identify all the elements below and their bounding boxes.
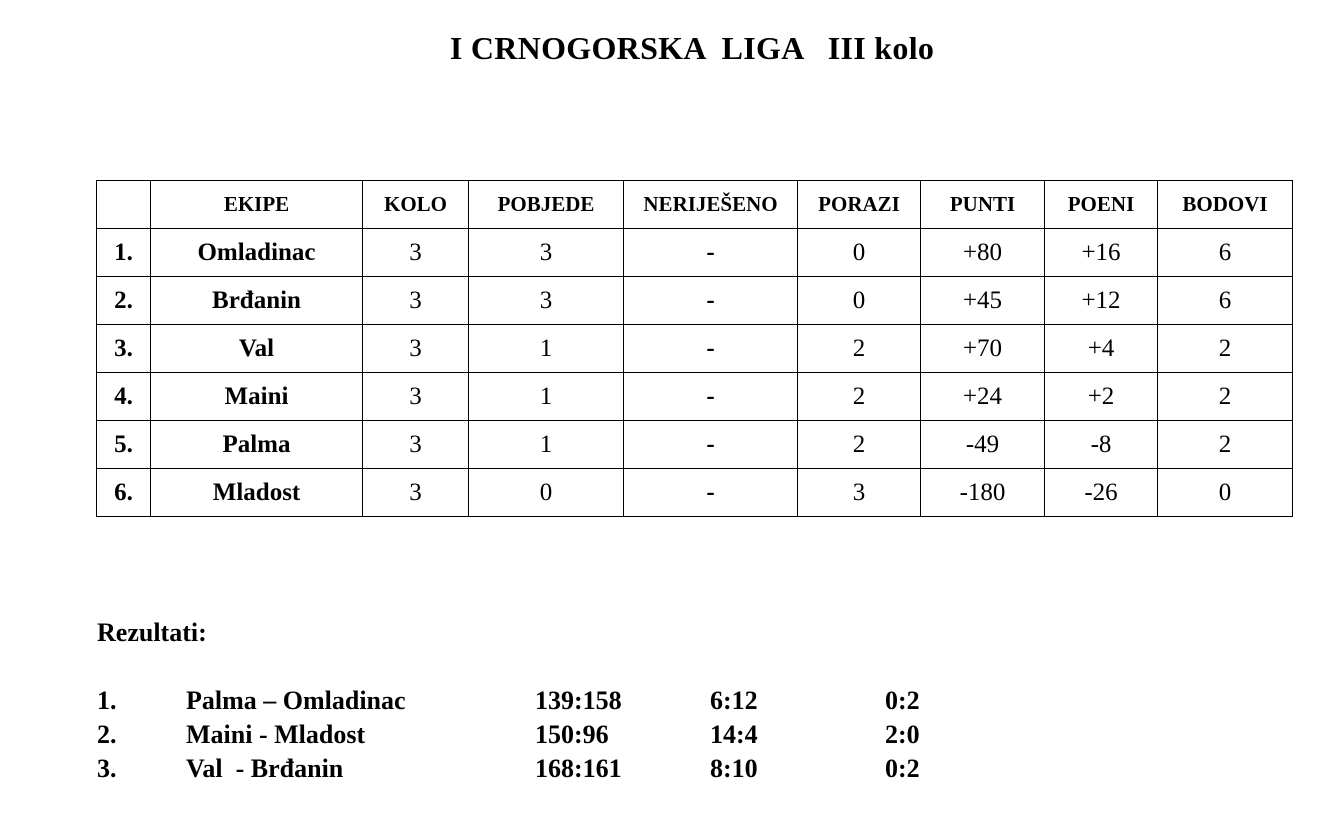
result-poeni: 8:10: [710, 754, 758, 783]
result-poeni: 6:12: [710, 686, 758, 715]
result-points: 168:161: [535, 754, 622, 783]
cell-punti: +80: [921, 229, 1045, 277]
cell-porazi: 2: [798, 421, 921, 469]
cell-porazi: 2: [798, 325, 921, 373]
result-bodovi: 2:0: [885, 720, 920, 749]
header-rank: [97, 181, 151, 229]
cell-team: Brđanin: [151, 277, 363, 325]
cell-pobjede: 1: [469, 325, 624, 373]
cell-punti: +24: [921, 373, 1045, 421]
cell-kolo: 3: [363, 373, 469, 421]
table-row: [97, 469, 1293, 517]
cell-porazi: 3: [798, 469, 921, 517]
cell-pobjede: 0: [469, 469, 624, 517]
cell-rank: 2.: [97, 277, 151, 325]
cell-kolo: 3: [363, 325, 469, 373]
cell-poeni: -8: [1045, 421, 1158, 469]
cell-poeni: +4: [1045, 325, 1158, 373]
result-match: Maini - Mladost: [186, 720, 366, 749]
table-row: [97, 421, 1293, 469]
cell-team: Mladost: [151, 469, 363, 517]
cell-bodovi: 6: [1158, 229, 1293, 277]
cell-pobjede: 3: [469, 229, 624, 277]
cell-team: Palma: [151, 421, 363, 469]
cell-nerijeseno: -: [624, 373, 798, 421]
cell-poeni: +2: [1045, 373, 1158, 421]
result-match: Palma – Omladinac: [186, 686, 406, 715]
cell-nerijeseno: -: [624, 469, 798, 517]
result-match: Val - Brđanin: [186, 754, 344, 783]
cell-pobjede: 1: [469, 421, 624, 469]
cell-bodovi: 2: [1158, 421, 1293, 469]
cell-porazi: 2: [798, 373, 921, 421]
cell-porazi: 0: [798, 229, 921, 277]
cell-pobjede: 1: [469, 373, 624, 421]
result-bodovi: 0:2: [885, 754, 920, 783]
cell-team: Omladinac: [151, 229, 363, 277]
cell-kolo: 3: [363, 277, 469, 325]
cell-bodovi: 6: [1158, 277, 1293, 325]
standings-table: [96, 180, 1293, 517]
header-bodovi: BODOVI: [1158, 181, 1293, 229]
table-row: [97, 325, 1293, 373]
result-points: 150:96: [535, 720, 609, 749]
result-bodovi: 0:2: [885, 686, 920, 715]
result-number: 3.: [97, 754, 117, 783]
cell-punti: -49: [921, 421, 1045, 469]
cell-rank: 5.: [97, 421, 151, 469]
cell-nerijeseno: -: [624, 421, 798, 469]
cell-punti: +70: [921, 325, 1045, 373]
cell-bodovi: 0: [1158, 469, 1293, 517]
cell-team: Maini: [151, 373, 363, 421]
result-row: [97, 754, 997, 788]
cell-rank: 4.: [97, 373, 151, 421]
cell-nerijeseno: -: [624, 325, 798, 373]
page-title: I CRNOGORSKA LIGA III kolo: [449, 30, 935, 66]
table-row: [97, 373, 1293, 421]
cell-porazi: 0: [798, 277, 921, 325]
result-number: 1.: [97, 686, 117, 715]
table-row: [97, 277, 1293, 325]
cell-nerijeseno: -: [624, 277, 798, 325]
cell-bodovi: 2: [1158, 373, 1293, 421]
header-punti: PUNTI: [921, 181, 1045, 229]
header-pobjede: POBJEDE: [469, 181, 624, 229]
cell-poeni: +16: [1045, 229, 1158, 277]
cell-pobjede: 3: [469, 277, 624, 325]
cell-poeni: +12: [1045, 277, 1158, 325]
header-nerijeseno: NERIJEŠENO: [624, 181, 798, 229]
results-heading: Rezultati:: [97, 618, 207, 647]
cell-poeni: -26: [1045, 469, 1158, 517]
cell-team: Val: [151, 325, 363, 373]
cell-rank: 6.: [97, 469, 151, 517]
header-kolo: KOLO: [363, 181, 469, 229]
cell-kolo: 3: [363, 421, 469, 469]
table-header-row: [97, 181, 1293, 229]
result-row: [97, 720, 997, 754]
cell-kolo: 3: [363, 229, 469, 277]
header-poeni: POENI: [1045, 181, 1158, 229]
cell-punti: +45: [921, 277, 1045, 325]
result-number: 2.: [97, 720, 117, 749]
header-ekipe: EKIPE: [151, 181, 363, 229]
table-row: [97, 229, 1293, 277]
cell-nerijeseno: -: [624, 229, 798, 277]
header-porazi: PORAZI: [798, 181, 921, 229]
cell-rank: 1.: [97, 229, 151, 277]
cell-bodovi: 2: [1158, 325, 1293, 373]
result-points: 139:158: [535, 686, 622, 715]
cell-rank: 3.: [97, 325, 151, 373]
result-poeni: 14:4: [710, 720, 758, 749]
result-row: [97, 686, 997, 720]
cell-punti: -180: [921, 469, 1045, 517]
cell-kolo: 3: [363, 469, 469, 517]
